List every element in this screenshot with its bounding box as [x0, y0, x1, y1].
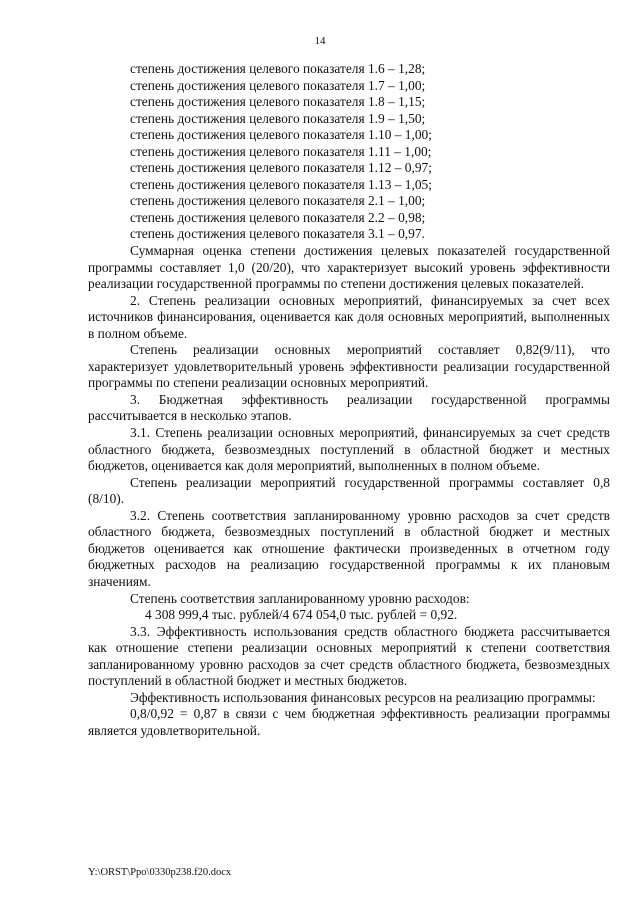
formula-expense: 4 308 999,4 тыс. рублей/4 674 054,0 тыс. рублей = 0,92. — [145, 607, 458, 623]
paragraph-section-3: 3. Бюджетная эффективность реализации государственной программы рассчитывается в несколько этапов. — [88, 391, 610, 424]
paragraph-section-3-2: 3.2. Степень соответствия запланированному уровню расходов за счет средств областного бюджета, безвозмездных поступлений в областной бюджет и местных бюджетов оценивается как отношение фактически произведенных в отчетном году бюджетных расходов на реализацию государственной программы к их плановым значениям. — [88, 507, 610, 589]
paragraph-section-2: 2. Степень реализации основных мероприятий, финансируемых за счет всех источников финансирования, оценивается как доля основных мероприятий, выполненных в полном объеме. — [88, 292, 610, 341]
list-item: степень достижения целевого показателя 1.8 – 1,15; — [130, 94, 426, 110]
paragraph-conclusion: 0,8/0,92 = 0,87 в связи с чем бюджетная эффективность реализации программы является удовлетворительной. — [88, 706, 610, 738]
list-item: степень достижения целевого показателя 1.12 – 0,97; — [130, 160, 432, 176]
file-path-footer: Y:\ORST\Ppo\0330p238.f20.docx — [88, 867, 232, 878]
paragraph-section-3-1: 3.1. Степень реализации основных мероприятий, финансируемых за счет средств областного бюджета, безвозмездных поступлений в областной бюджет и местных бюджетов, оценивается как доля мероприятий, выполненных в полном объеме. — [88, 425, 610, 474]
list-item: степень достижения целевого показателя 2.1 – 1,00; — [130, 193, 426, 209]
page-number: 14 — [314, 35, 326, 47]
paragraph-summary: Суммарная оценка степени достижения целевых показателей государственной программы составляет 1,0 (20/20), что характеризует высокий уровень эффективности реализации государственной программы по степени достижения целевых показателей. — [88, 243, 610, 292]
document-body — [88, 61, 610, 739]
paragraph-section-3-3: 3.3. Эффективность использования средств областного бюджета рассчитывается как отношение степени реализации основных мероприятий к степени соответствия запланированному уровню расходов за счет средств областного бюджета, безвозмездных поступлений в областной бюджет и местных бюджетов. — [88, 623, 610, 689]
list-item: степень достижения целевого показателя 1.6 – 1,28; — [130, 61, 426, 76]
paragraph-program-measures: Степень реализации мероприятий государственной программы составляет 0,8 (8/10). — [88, 474, 610, 507]
list-item: степень достижения целевого показателя 1.11 – 1,00; — [130, 143, 432, 159]
paragraph-financial-efficiency: Эффективность использования финансовых ресурсов на реализацию программы: — [130, 689, 596, 705]
paragraph-measures-degree: Степень реализации основных мероприятий составляет 0,82(9/11), что характеризует удовлетворительный уровень эффективности реализации государственной программы по степени реализации основных мероприятий. — [88, 342, 610, 391]
paragraph-expense-degree: Степень соответствия запланированному уровню расходов: — [130, 590, 470, 606]
list-item: степень достижения целевого показателя 1.13 – 1,05; — [130, 176, 432, 192]
list-item: степень достижения целевого показателя 3.1 – 0,97. — [130, 226, 425, 242]
list-item: степень достижения целевого показателя 1.10 – 1,00; — [130, 127, 432, 143]
list-item: степень достижения целевого показателя 1.9 – 1,50; — [130, 110, 426, 126]
list-item: степень достижения целевого показателя 1.7 – 1,00; — [130, 77, 426, 93]
list-item: степень достижения целевого показателя 2.2 – 0,98; — [130, 209, 426, 225]
